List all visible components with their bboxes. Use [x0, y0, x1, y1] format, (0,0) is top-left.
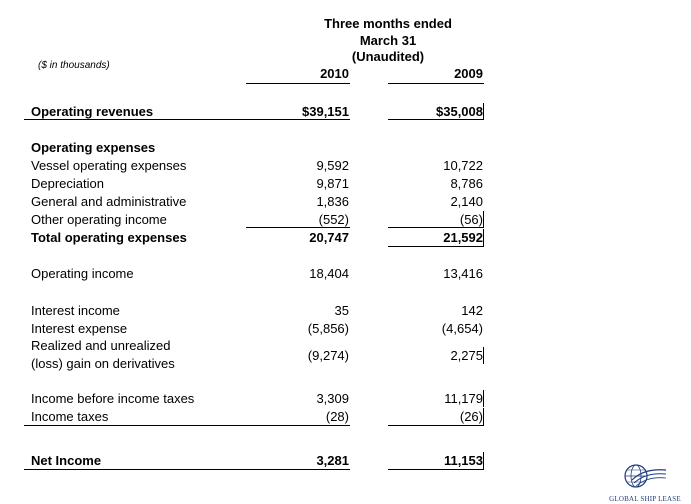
value-general-admin-2009: 2,140 — [450, 194, 483, 209]
period-header-line3: (Unaudited) — [351, 49, 425, 64]
rule-net-income-2009 — [388, 469, 484, 470]
header-rule-2009 — [388, 83, 484, 84]
vline-total-operating — [483, 229, 484, 246]
value-net-income-2010: 3,281 — [316, 453, 349, 468]
row-label-depreciation: Depreciation — [31, 176, 104, 191]
value-income-taxes-2010: (28) — [325, 409, 349, 424]
value-total-operating-2009: 21,592 — [443, 230, 483, 245]
value-operating-revenues-2010: $39,151 — [302, 104, 349, 119]
column-header-2010: 2010 — [320, 66, 349, 81]
period-header-line1: Three months ended — [324, 16, 452, 31]
value-net-income-2009: 11,153 — [443, 453, 483, 468]
value-operating-income-2010: 18,404 — [309, 266, 349, 281]
value-operating-revenues-2009: $35,008 — [436, 104, 483, 119]
column-header-2009: 2009 — [454, 66, 483, 81]
value-depreciation-2010: 9,871 — [316, 176, 349, 191]
value-interest-expense-2009: (4,654) — [441, 321, 483, 336]
value-other-operating-2010: (552) — [318, 212, 349, 227]
globe-wave-icon — [622, 462, 668, 490]
row-label-other-operating: Other operating income — [31, 212, 167, 227]
row-label-interest-income: Interest income — [31, 303, 120, 318]
rule-operating-revenues-2009 — [388, 119, 484, 120]
value-income-before-tax-2010: 3,309 — [316, 391, 349, 406]
rule-income-taxes — [24, 425, 350, 426]
rule-net-income — [24, 469, 350, 470]
value-general-admin-2010: 1,836 — [316, 194, 349, 209]
value-income-before-tax-2009: 11,179 — [444, 391, 483, 406]
value-operating-income-2009: 13,416 — [443, 266, 483, 281]
row-label-vessel-operating: Vessel operating expenses — [31, 158, 187, 173]
value-interest-expense-2010: (5,856) — [307, 321, 349, 336]
row-label-operating-income: Operating income — [31, 266, 134, 281]
rule-income-taxes-2009 — [388, 425, 484, 426]
row-label-general-admin: General and administrative — [31, 194, 187, 209]
vline-other-operating — [483, 211, 484, 227]
vline-income-taxes — [483, 408, 484, 425]
header-rule-2010 — [246, 83, 350, 84]
vline-operating-revenues — [483, 103, 484, 119]
vline-net-income — [483, 452, 484, 469]
value-depreciation-2009: 8,786 — [450, 176, 483, 191]
value-interest-income-2009: 142 — [461, 303, 483, 318]
row-label-derivatives-line2: (loss) gain on derivatives — [31, 356, 175, 371]
row-label-interest-expense: Interest expense — [31, 321, 128, 336]
row-label-total-operating: Total operating expenses — [31, 230, 187, 245]
vline-derivatives — [483, 347, 484, 364]
vline-income-before-tax — [483, 390, 484, 407]
row-label-net-income: Net Income — [31, 453, 102, 468]
value-interest-income-2010: 35 — [334, 303, 349, 318]
row-label-derivatives-line1: Realized and unrealized — [31, 338, 171, 353]
rule-other-operating-2009 — [388, 227, 484, 228]
period-header-line2: March 31 — [359, 33, 417, 48]
logo-wordmark: GLOBAL SHIP LEASE — [609, 495, 681, 503]
value-vessel-operating-2010: 9,592 — [316, 158, 349, 173]
value-derivatives-2009: 2,275 — [450, 348, 483, 363]
row-label-income-before-tax: Income before income taxes — [31, 391, 195, 406]
value-vessel-operating-2009: 10,722 — [443, 158, 483, 173]
rule-other-operating-2010 — [246, 227, 350, 228]
rule-operating-revenues — [24, 119, 350, 120]
value-total-operating-2010: 20,747 — [309, 230, 349, 245]
value-income-taxes-2009: (26) — [459, 409, 483, 424]
units-note: ($ in thousands) — [38, 60, 110, 71]
row-label-operating-revenues: Operating revenues — [31, 104, 154, 119]
row-label-income-taxes: Income taxes — [31, 409, 109, 424]
value-derivatives-2010: (9,274) — [307, 348, 349, 363]
rule-total-operating-2009 — [388, 246, 484, 247]
value-other-operating-2009: (56) — [459, 212, 483, 227]
section-heading-operating-expenses: Operating expenses — [31, 140, 156, 155]
company-logo — [607, 462, 683, 503]
